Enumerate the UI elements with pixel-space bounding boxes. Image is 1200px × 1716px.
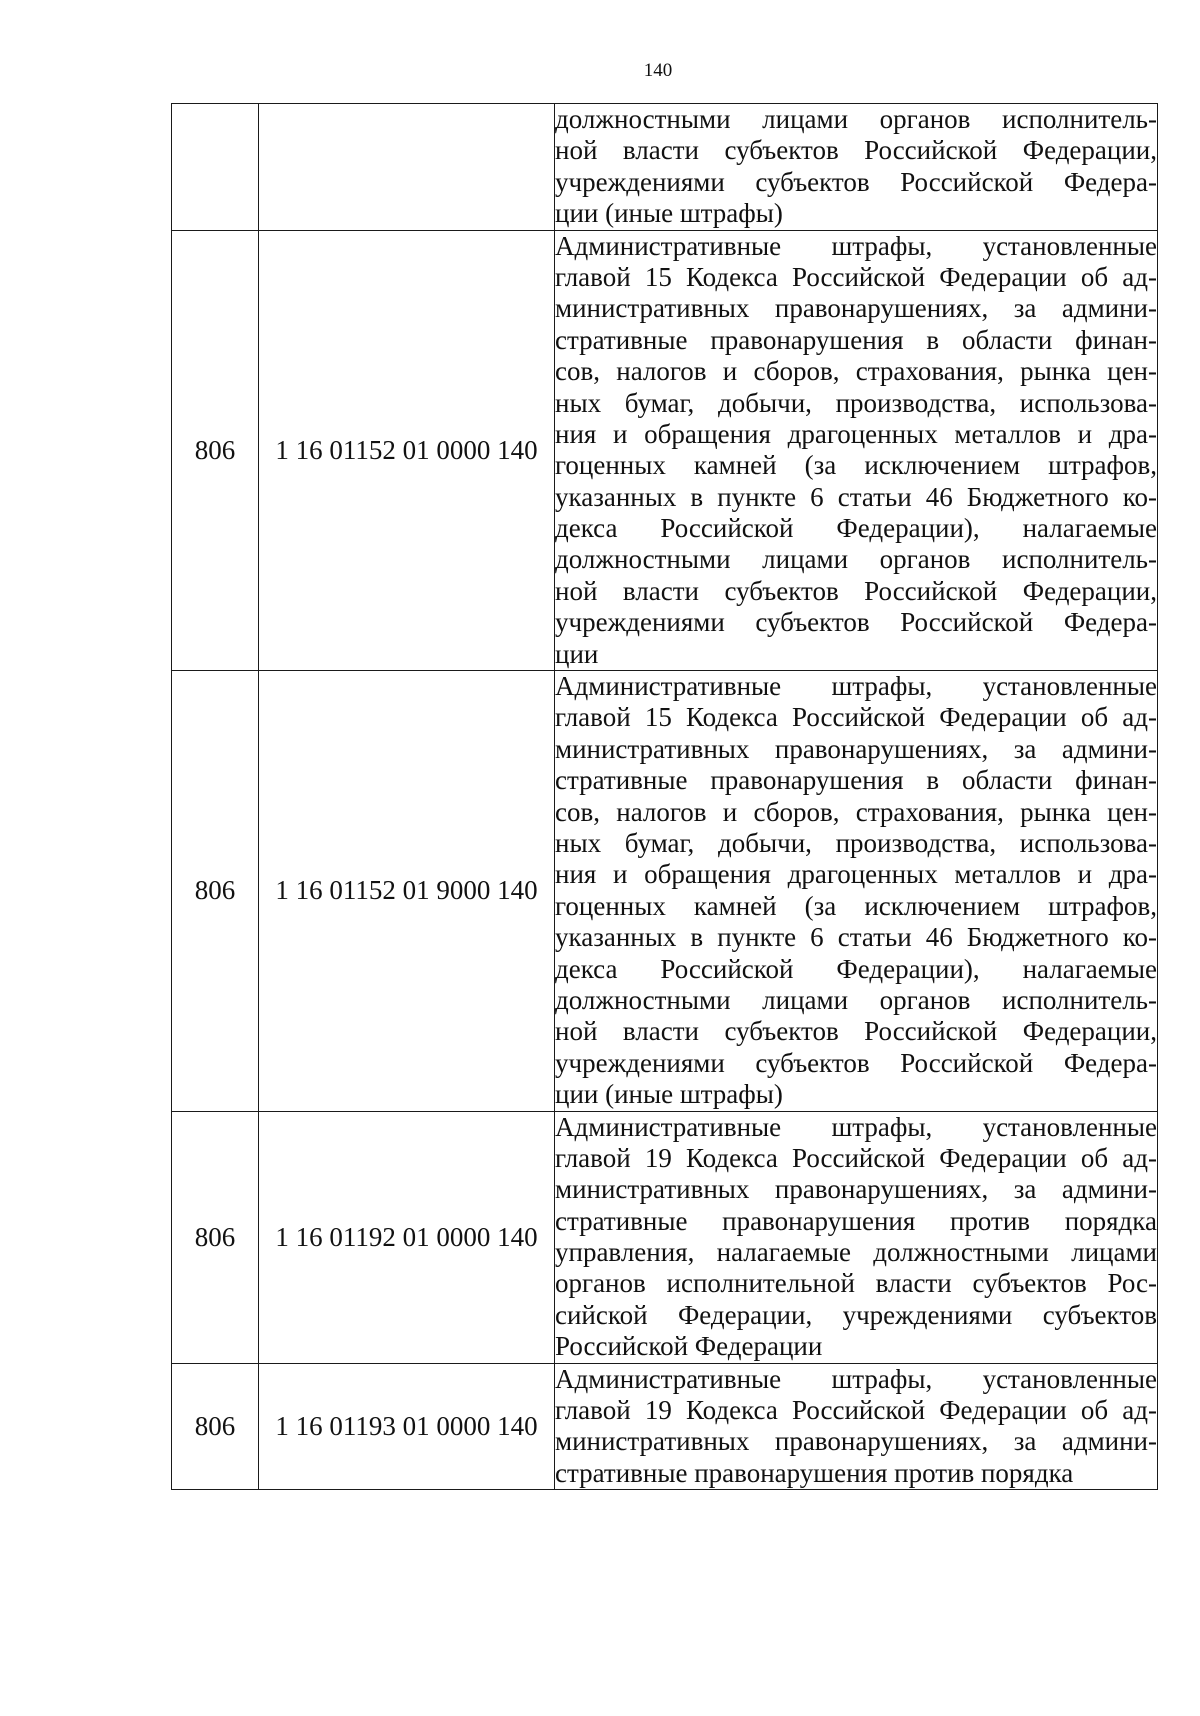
admin-code-cell: 806 [172, 230, 259, 670]
income-description-cell [555, 671, 1158, 1111]
budget-classification-code-cell: 1 16 01192 01 0000 140 [259, 1111, 555, 1363]
description-line: сов, налогов и сборов, страхования, рынка цен- [555, 796, 1157, 827]
description-line: должностными лицами органов исполнитель- [555, 984, 1157, 1015]
budget-classification-code-cell [259, 104, 555, 231]
description-line: гоценных камней (за исключением штрафов, [555, 890, 1157, 921]
description-line: главой 15 Кодекса Российской Федерации об ад- [555, 702, 1157, 733]
description-line: стративные правонарушения против порядка [555, 1205, 1157, 1236]
description-line: должностными лицами органов исполнитель- [555, 104, 1157, 134]
description-line: сов, налогов и сборов, страхования, рынка цен- [555, 356, 1157, 387]
description-line: министративных правонарушениях, за админи- [555, 1426, 1157, 1457]
description-line: сийской Федерации, учреждениями субъектов [555, 1299, 1157, 1330]
table-row [172, 1363, 1158, 1490]
budget-classification-code-cell: 1 16 01152 01 0000 140 [259, 230, 555, 670]
description-line: ной власти субъектов Российской Федерации, [555, 135, 1157, 166]
description-line: указанных в пункте 6 статьи 46 Бюджетного ко- [555, 922, 1157, 953]
table-body [172, 104, 1158, 1490]
description-line: учреждениями субъектов Российской Федера- [555, 1047, 1157, 1078]
description-line: Российской Федерации [555, 1331, 823, 1362]
table-row [172, 104, 1158, 231]
admin-code-cell: 806 [172, 1111, 259, 1363]
description-line: министративных правонарушениях, за админи- [555, 733, 1157, 764]
description-line: ции (иные штрафы) [555, 1079, 783, 1110]
description-line: главой 15 Кодекса Российской Федерации об ад- [555, 261, 1157, 292]
table-row [172, 230, 1158, 670]
income-description-cell [555, 104, 1158, 231]
admin-code-cell: 806 [172, 1363, 259, 1490]
admin-code-cell: 806 [172, 671, 259, 1111]
description-line: декса Российской Федерации), налагаемые [555, 513, 1157, 544]
income-description-cell [555, 1111, 1158, 1363]
description-line: ной власти субъектов Российской Федерации, [555, 575, 1157, 606]
description-line: гоценных камней (за исключением штрафов, [555, 450, 1157, 481]
income-description-cell [555, 230, 1158, 670]
description-line: учреждениями субъектов Российской Федера- [555, 607, 1157, 638]
description-line: ции [555, 638, 599, 669]
description-line: Административные штрафы, установленные [555, 1111, 1157, 1142]
description-line: главой 19 Кодекса Российской Федерации об ад- [555, 1395, 1157, 1426]
admin-code-cell [172, 104, 259, 231]
description-line: органов исполнительной власти субъектов Рос- [555, 1268, 1157, 1299]
description-line: указанных в пункте 6 статьи 46 Бюджетного ко- [555, 481, 1157, 512]
description-line: Административные штрафы, установленные [555, 1363, 1157, 1394]
budget-codes-table [171, 103, 1158, 1490]
description-line: ции (иные штрафы) [555, 198, 783, 229]
description-line: ния и обращения драгоценных металлов и дра- [555, 418, 1157, 449]
description-line: министративных правонарушениях, за админи- [555, 1174, 1157, 1205]
table-row [172, 671, 1158, 1111]
description-line: министративных правонарушениях, за админи- [555, 293, 1157, 324]
description-line: ния и обращения драгоценных металлов и дра- [555, 859, 1157, 890]
description-line: учреждениями субъектов Российской Федера- [555, 166, 1157, 197]
description-line: стративные правонарушения в области финан- [555, 324, 1157, 355]
description-line: Административные штрафы, установленные [555, 671, 1157, 702]
description-line: управления, налагаемые должностными лицами [555, 1237, 1157, 1268]
description-line: стративные правонарушения в области финан- [555, 765, 1157, 796]
table-row [172, 1111, 1158, 1363]
description-line: должностными лицами органов исполнитель- [555, 544, 1157, 575]
description-line: ной власти субъектов Российской Федерации, [555, 1016, 1157, 1047]
income-description-cell [555, 1363, 1158, 1490]
description-line: стративные правонарушения против порядка [555, 1457, 1074, 1488]
budget-classification-code-cell: 1 16 01193 01 0000 140 [259, 1363, 555, 1490]
description-line: ных бумаг, добычи, производства, использова- [555, 827, 1157, 858]
page-number: 140 [643, 60, 673, 81]
budget-classification-code-cell: 1 16 01152 01 9000 140 [259, 671, 555, 1111]
description-line: главой 19 Кодекса Российской Федерации об ад- [555, 1142, 1157, 1173]
description-line: Административные штрафы, установленные [555, 230, 1157, 261]
description-line: декса Российской Федерации), налагаемые [555, 953, 1157, 984]
description-line: ных бумаг, добычи, производства, использова- [555, 387, 1157, 418]
